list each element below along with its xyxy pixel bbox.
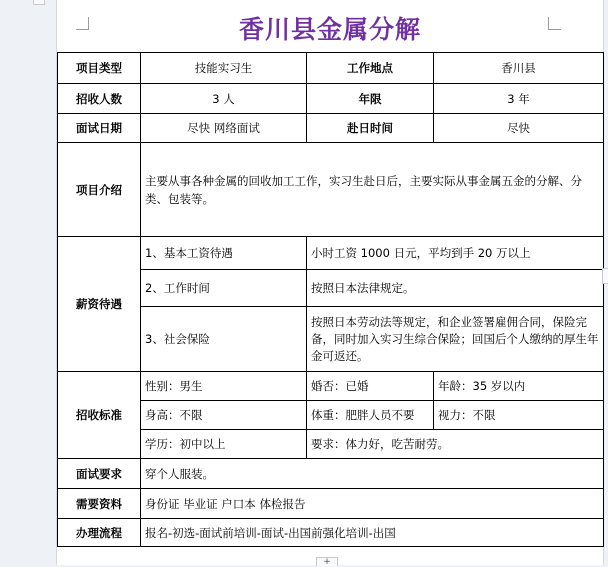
table-row (58, 143, 604, 237)
criteria-gender: 性别：男生 (141, 372, 307, 401)
table-row (58, 53, 604, 84)
salary-item-name: 3、社会保险 (141, 307, 307, 372)
table-row (58, 84, 604, 114)
table-row (58, 372, 604, 401)
project-intro-value: 主要从事各种金属的回收加工工作，实习生赴日后，主要实际从事金属五金的分解、分类、包装等。 (141, 143, 604, 237)
contract-years-value: 3 年 (434, 84, 604, 114)
table-row (58, 459, 604, 489)
criteria-age: 年龄：35 岁以内 (434, 372, 604, 401)
interview-date-label: 面试日期 (58, 114, 141, 143)
criteria-weight: 体重：肥胖人员不要 (307, 401, 434, 430)
process-label: 办理流程 (58, 519, 141, 547)
project-type-value: 技能实习生 (141, 53, 307, 84)
table-row (58, 114, 604, 143)
interview-date-value: 尽快 网络面试 (141, 114, 307, 143)
add-page-button[interactable]: + (316, 557, 338, 566)
document-page (56, 0, 604, 565)
document-title: 香川县金属分解 (238, 15, 421, 44)
scroll-marker[interactable] (602, 268, 608, 284)
criteria-requirement: 要求：体力好，吃苦耐劳。 (307, 430, 604, 459)
project-intro-label: 项目介绍 (58, 143, 141, 237)
departure-time-label: 赴日时间 (307, 114, 434, 143)
criteria-label: 招收标准 (58, 372, 141, 459)
criteria-vision: 视力：不限 (434, 401, 604, 430)
interview-requirement-value: 穿个人服装。 (141, 459, 604, 489)
work-location-label: 工作地点 (307, 53, 434, 84)
recruit-count-value: 3 人 (141, 84, 307, 114)
required-docs-value: 身份证 毕业证 户口本 体检报告 (141, 489, 604, 519)
departure-time-value: 尽快 (434, 114, 604, 143)
work-location-value: 香川县 (434, 53, 604, 84)
interview-requirement-label: 面试要求 (58, 459, 141, 489)
project-type-label: 项目类型 (58, 53, 141, 84)
recruit-count-label: 招收人数 (58, 84, 141, 114)
salary-label: 薪资待遇 (58, 237, 141, 372)
salary-item-value: 按照日本法律规定。 (307, 270, 604, 307)
page-top-marker (33, 0, 45, 5)
table-row (58, 489, 604, 519)
job-info-table (57, 52, 604, 547)
required-docs-label: 需要资料 (58, 489, 141, 519)
table-row (58, 237, 604, 270)
salary-item-value: 按照日本劳动法等规定，和企业签署雇佣合同，保险完备，同时加入实习生综合保险；回国后个人缴纳的厚生年金可返还。 (307, 307, 604, 372)
salary-item-name: 1、基本工资待遇 (141, 237, 307, 270)
salary-item-name: 2、工作时间 (141, 270, 307, 307)
criteria-education: 学历：初中以上 (141, 430, 307, 459)
salary-item-value: 小时工资 1000 日元，平均到手 20 万以上 (307, 237, 604, 270)
table-row (58, 519, 604, 547)
process-value: 报名-初选-面试前培训-面试-出国前强化培训-出国 (141, 519, 604, 547)
contract-years-label: 年限 (307, 84, 434, 114)
criteria-marital: 婚否：已婚 (307, 372, 434, 401)
criteria-height: 身高：不限 (141, 401, 307, 430)
